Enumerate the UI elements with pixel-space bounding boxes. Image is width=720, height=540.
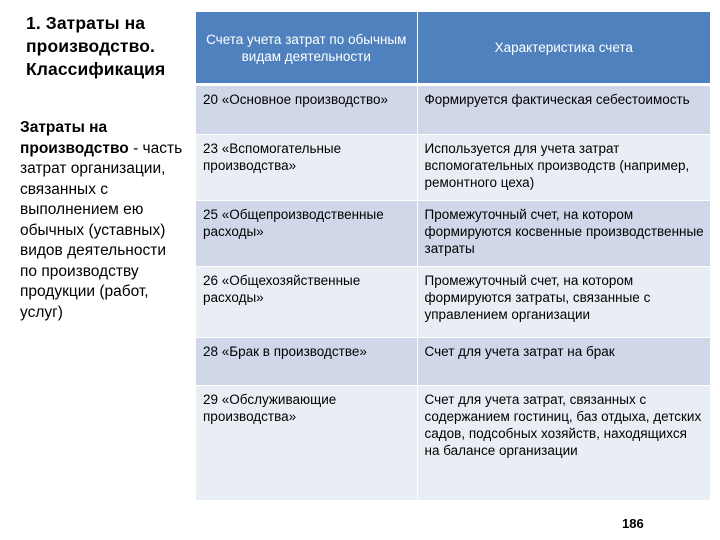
definition-term: Затраты на производство bbox=[20, 119, 129, 157]
account-cell: 25 «Общепроизводственные расходы» bbox=[196, 201, 417, 267]
table-header-row bbox=[196, 12, 710, 85]
definition-body: - часть затрат организации, связанных с выполнением ею обычных (уставных) видов деятельности по производству продукции (работ, услуг) bbox=[20, 139, 183, 321]
description-cell: Счет для учета затрат на брак bbox=[417, 338, 710, 386]
description-cell: Используется для учета затрат вспомогательных производств (например, ремонтного цеха) bbox=[417, 135, 710, 201]
header-characteristic: Характеристика счета bbox=[417, 12, 710, 85]
table-row bbox=[196, 386, 710, 501]
page-number: 186 bbox=[622, 516, 644, 531]
definition-text bbox=[20, 118, 185, 323]
slide-title: 1. Затраты на производство. Классификация bbox=[26, 13, 166, 79]
header-accounts: Счета учета затрат по обычным видам деятельности bbox=[196, 12, 417, 85]
accounts-table bbox=[196, 12, 710, 501]
description-cell: Промежуточный счет, на котором формируются косвенные производственные затраты bbox=[417, 201, 710, 267]
account-cell: 26 «Общехозяйственные расходы» bbox=[196, 267, 417, 338]
table-row bbox=[196, 85, 710, 135]
description-cell: Формируется фактическая себестоимость bbox=[417, 85, 710, 135]
description-cell: Счет для учета затрат, связанных с содержанием гостиниц, баз отдыха, детских садов, подсобных хозяйств, находящихся на балансе организации bbox=[417, 386, 710, 501]
account-cell: 23 «Вспомогательные производства» bbox=[196, 135, 417, 201]
table-row bbox=[196, 338, 710, 386]
description-cell: Промежуточный счет, на котором формируются затраты, связанные с управлением организации bbox=[417, 267, 710, 338]
table-row bbox=[196, 267, 710, 338]
account-cell: 28 «Брак в производстве» bbox=[196, 338, 417, 386]
account-cell: 20 «Основное производство» bbox=[196, 85, 417, 135]
table-row bbox=[196, 201, 710, 267]
account-cell: 29 «Обслуживающие производства» bbox=[196, 386, 417, 501]
table-row bbox=[196, 135, 710, 201]
